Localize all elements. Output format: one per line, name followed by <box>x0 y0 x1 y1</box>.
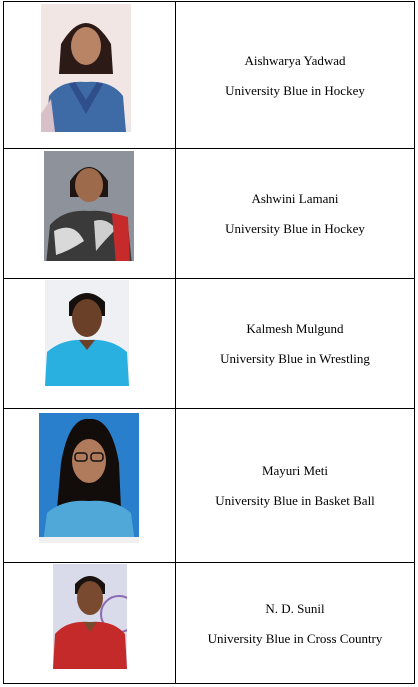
athlete-title: University Blue in Basket Ball <box>215 493 375 508</box>
athlete-name: Kalmesh Mulgund <box>246 321 344 336</box>
info-cell <box>176 279 415 409</box>
athlete-title: University Blue in Hockey <box>225 221 365 236</box>
table-row <box>4 279 415 409</box>
info-cell <box>176 409 415 563</box>
athlete-title: University Blue in Cross Country <box>207 630 383 646</box>
athlete-title: University Blue in Wrestling <box>220 351 370 366</box>
photo-cell <box>4 563 176 684</box>
info-cell <box>176 2 415 149</box>
athlete-name: Aishwarya Yadwad <box>244 52 346 68</box>
athlete-name: Mayuri Meti <box>261 463 329 478</box>
info-cell <box>176 563 415 684</box>
portrait-photo <box>39 413 139 543</box>
athletes-table <box>3 1 415 684</box>
athlete-title: University Blue in Hockey <box>225 82 365 98</box>
photo-cell <box>4 279 176 409</box>
portrait-photo <box>44 151 134 265</box>
portrait-photo <box>41 4 131 132</box>
portrait-photo <box>45 280 129 386</box>
photo-cell <box>4 409 176 563</box>
photo-cell <box>4 149 176 279</box>
info-cell <box>176 149 415 279</box>
athlete-name: Ashwini Lamani <box>251 191 339 206</box>
table-row <box>4 149 415 279</box>
table-row <box>4 563 415 684</box>
table-row <box>4 2 415 149</box>
athlete-name: N. D. Sunil <box>265 600 325 616</box>
portrait-photo <box>53 564 127 669</box>
photo-cell <box>4 2 176 149</box>
table-row <box>4 409 415 563</box>
